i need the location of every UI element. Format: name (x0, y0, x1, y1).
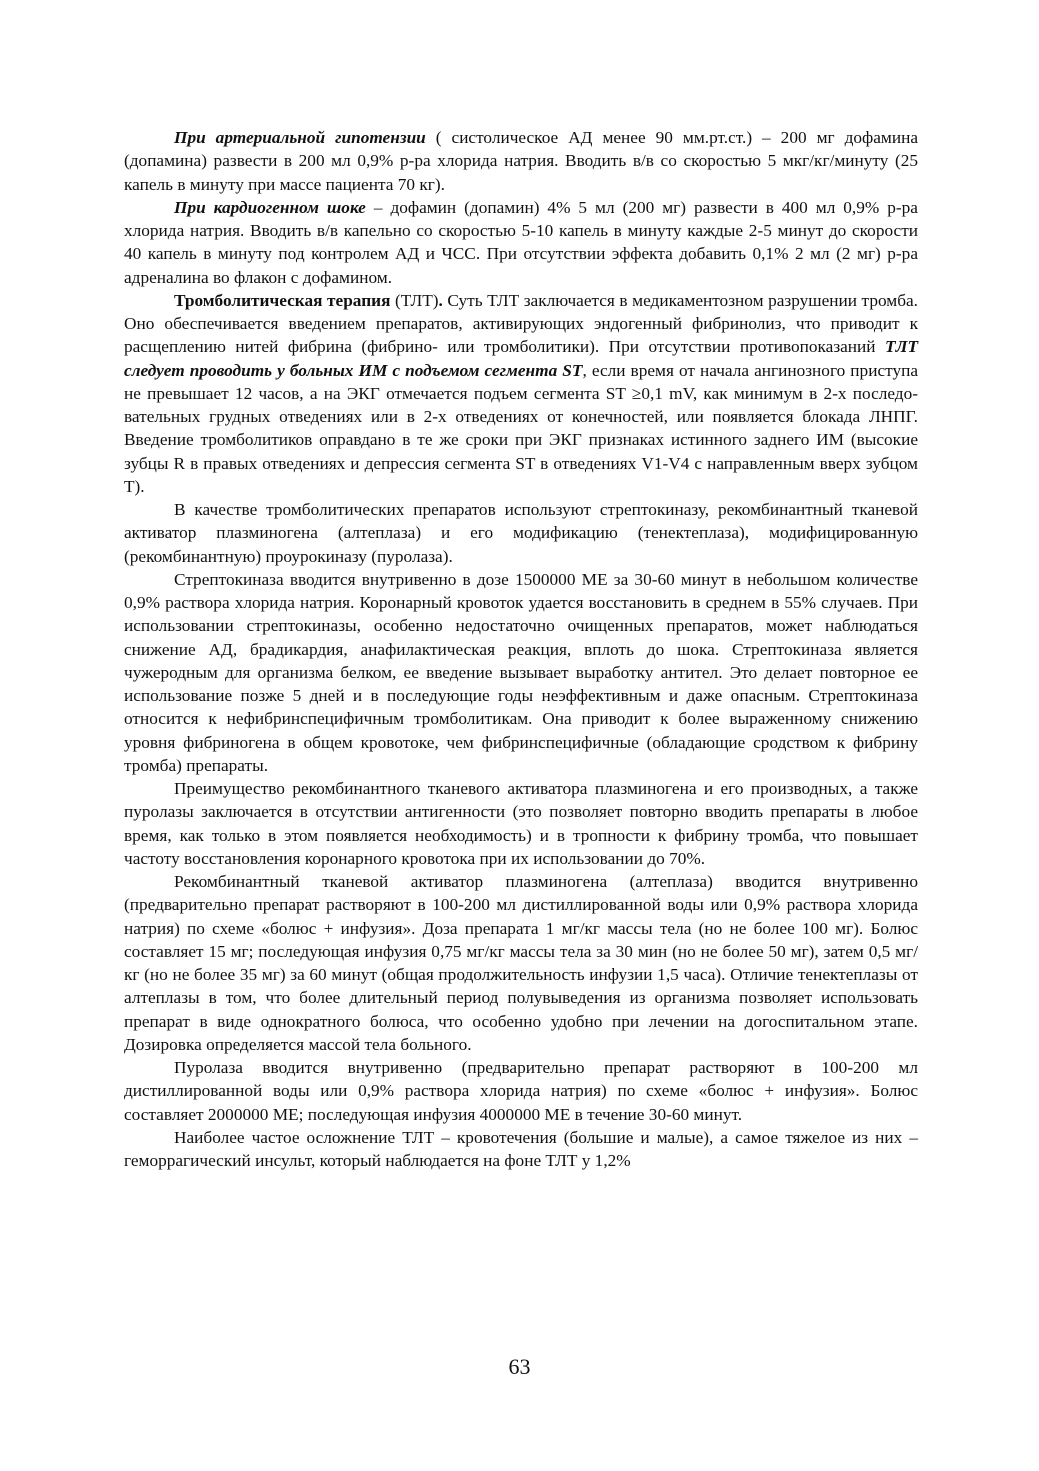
paragraph-text: В качестве тромболитических препаратов используют стрептокиназу, рекомбинантный тканевой активатор плазминогена (алтеплаза) и его модификацию (тенектеплаза), модифицированную (рекомбинантную) проурокиназу (пуролаза). (124, 500, 918, 566)
paragraph-text: ( систолическое АД менее 90 мм.рт.ст.) – 200 мг дофамина (допамина) развести в 200 мл 0,9% р-ра хлорида натрия. Вводить в/в со скоростью 5 мкг/кг/минуту (25 капель в минуту при массе пациента 70 кг). (124, 128, 918, 194)
paragraph-text: Наиболее частое осложнение ТЛТ – кровотечения (большие и малые), а самое тяжелое из них – геморрагический инсульт, который наблюдается на фоне ТЛТ у 1,2% (124, 1127, 918, 1170)
paragraph (124, 1056, 918, 1126)
paragraph-text: , если время от начала ангинозного приступа не превышает 12 часов, а на ЭКГ отмечается подъем сегмента ST ≥0,1 mV, как минимум в 2-х последовательных грудных отведениях или в 2-х отведениях от конечностей, или появляется блокада ЛНПГ. Введение тромболитиков оправдано в те же сроки при ЭКГ признаках истинного заднего ИМ (высокие зубцы R в правых отведениях и депрессия сегмента ST в отведениях V1-V4 с направленным вверх зубцом Т). (124, 360, 919, 496)
paragraph-text: Суть ТЛТ заключается в медикаментозном разрушении тромба. Оно обеспечивается введением препаратов, активирующих эндогенный фибринолиз, что приводит к расщеплению нитей фибрина (фибрино- или тромболитики). При отсутствии противопоказаний (124, 290, 918, 357)
paragraph-text: Пуролаза вводится внутривенно (предварительно препарат растворяют в 100-200 мл дистиллированной воды или 0,9% раствора хлорида натрия) по схеме «болюс + инфузия». Болюс составляет 2000000 МЕ; последующая инфузия 4000000 МЕ в течение 30-60 минут. (124, 1058, 918, 1124)
emphasized-text: ТЛТ следует проводить у больных ИМ с подъемом сегмента ST (124, 337, 918, 380)
paragraph (124, 498, 918, 568)
emphasized-text: . (438, 290, 443, 310)
paragraph (124, 568, 918, 777)
paragraph-text: Преимущество рекомбинантного тканевого активатора плазминогена и его производных, а также пуролазы заключается в отсутствии антигенности (это позволяет повторно вводить препараты в любое время, как только в этом появляется необходимость) и в тропности к фибрину тромба, что повышает частоту восстановления коронарного кровотока при их использовании до 70%. (124, 779, 918, 868)
emphasized-text: При кардиогенном шоке (174, 197, 366, 217)
body-text (124, 126, 918, 1172)
paragraph (124, 126, 918, 196)
paragraph-text: (ТЛТ) (390, 290, 439, 310)
paragraph (124, 289, 918, 498)
paragraph (124, 196, 918, 289)
emphasized-text: При артериальной гипотензии (174, 128, 426, 147)
emphasized-text: Тромболитическая терапия (174, 290, 391, 310)
paragraph (124, 1126, 918, 1173)
paragraph-text: Рекомбинантный тканевой активатор плазминогена (алтеплаза) вводится внутривенно (предварительно препарат растворяют в 100-200 мл дистиллированной воды или 0,9% раствора хлорида натрия) по схеме «болюс + инфузия». Доза препарата 1 мг/кг массы тела (но не более 100 мг). Болюс составляет 15 мг; последующая инфузия 0,75 мг/кг массы тела за 30 мин (но не более 50 мг), затем 0,5 мг/кг (но не более 35 мг) за 60 минут (общая продолжительность инфузии 1,5 часа). Отличие тенектеплазы от алтеплазы в том, что более длительный период полувыведения из организма позволяет использовать препарат в виде однократного болюса, что особенно удобно при лечении на догоспитальном этапе. Дозировка определяется массой тела больного. (124, 872, 918, 1054)
paragraph-text: Стрептокиназа вводится внутривенно в дозе 1500000 МЕ за 30-60 минут в небольшом количестве 0,9% раствора хлорида натрия. Коронарный кровоток удается восстановить в среднем в 55% случаев. При использовании стрептокиназы, особенно недостаточно очищенных препаратов, может наблюдаться снижение АД, брадикардия, анафилактическая реакция, вплоть до шока. Стрептокиназа является чужеродным для организма белком, ее введение вызывает выработку антител. Это делает повторное ее использование позже 5 дней и в последующие годы неэффективным и даже опасным. Стрептокиназа относится к нефибринспецифичным тромболитикам. Она приводит к более выраженному снижению уровня фибриногена в общем кровотоке, чем фибринспецифичные (обладающие сродством к фибрину тромба) препараты. (124, 569, 918, 775)
paragraph (124, 870, 918, 1056)
page-number: 63 (508, 1354, 531, 1379)
paragraph-text: – дофамин (допамин) 4% 5 мл (200 мг) развести в 400 мл 0,9% р-ра хлорида натрия. Вводить в/в капельно со скоростью 5-10 капель в минуту каждые 2-5 минут до скорости 40 капель в минуту под контролем АД и ЧСС. При отсутствии эффекта добавить 0,1% 2 мл (2 мг) р-ра адреналина во флакон с дофамином. (124, 197, 918, 287)
paragraph (124, 777, 918, 870)
